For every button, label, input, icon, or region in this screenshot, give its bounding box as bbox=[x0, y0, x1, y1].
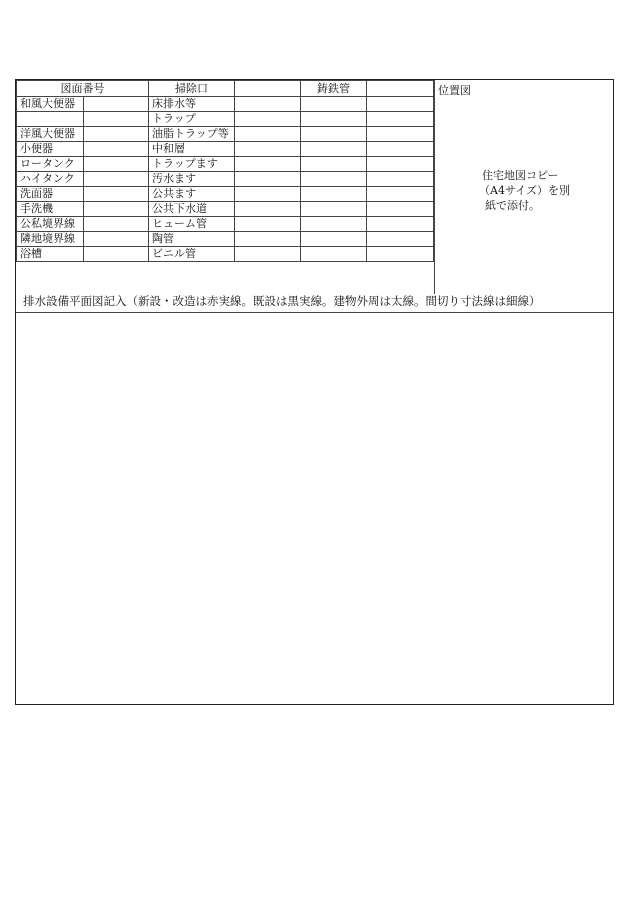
location-map-title: 位置図 bbox=[438, 84, 471, 97]
legend-cell bbox=[367, 217, 434, 232]
legend-cell: 洋風大便器 bbox=[17, 127, 84, 142]
legend-cell: ロータンク bbox=[17, 157, 84, 172]
legend-cell bbox=[235, 232, 301, 247]
legend-cell bbox=[235, 157, 301, 172]
legend-row bbox=[17, 217, 434, 232]
legend-cell bbox=[367, 97, 434, 112]
legend-cell bbox=[235, 202, 301, 217]
legend-cell bbox=[367, 247, 434, 262]
legend-cell: 洗面器 bbox=[17, 187, 84, 202]
legend-cell: 隣地境界線 bbox=[17, 232, 84, 247]
legend-cell: トラップます bbox=[149, 157, 235, 172]
legend-cell bbox=[84, 172, 149, 187]
legend-cell: ハイタンク bbox=[17, 172, 84, 187]
legend-cell bbox=[84, 187, 149, 202]
legend-cell bbox=[301, 112, 367, 127]
legend-row bbox=[17, 247, 434, 262]
header-blank-2 bbox=[367, 81, 434, 97]
legend-cell bbox=[367, 127, 434, 142]
legend-cell bbox=[301, 187, 367, 202]
legend-cell bbox=[235, 187, 301, 202]
legend-cell bbox=[367, 202, 434, 217]
legend-cell bbox=[84, 232, 149, 247]
legend-cell bbox=[301, 217, 367, 232]
legend-cell bbox=[301, 247, 367, 262]
legend-cell bbox=[235, 112, 301, 127]
legend-cell: 陶管 bbox=[149, 232, 235, 247]
legend-cell bbox=[235, 97, 301, 112]
legend-cell bbox=[301, 232, 367, 247]
legend-cell: ビニル管 bbox=[149, 247, 235, 262]
legend-cell bbox=[301, 97, 367, 112]
legend-row bbox=[17, 172, 434, 187]
location-map-note bbox=[479, 168, 571, 213]
legend-cell bbox=[301, 157, 367, 172]
location-map-note-line3: 紙で添付。 bbox=[485, 199, 540, 212]
legend-cell: 中和層 bbox=[149, 142, 235, 157]
drainage-plan-drawing-area[interactable] bbox=[16, 313, 613, 704]
legend-cell: 和風大便器 bbox=[17, 97, 84, 112]
legend-row bbox=[17, 127, 434, 142]
legend-cell bbox=[367, 232, 434, 247]
location-map-note-line1: 住宅地図コピー bbox=[482, 169, 559, 182]
legend-cell bbox=[367, 112, 434, 127]
location-map-note-line2: （A4サイズ）を別 bbox=[479, 184, 571, 197]
legend-cell bbox=[84, 247, 149, 262]
legend-cell: 浴槽 bbox=[17, 247, 84, 262]
legend-cell: 公共ます bbox=[149, 187, 235, 202]
legend-cell: ヒューム管 bbox=[149, 217, 235, 232]
legend-cell bbox=[84, 157, 149, 172]
form-frame bbox=[15, 79, 614, 705]
legend-cell: 小便器 bbox=[17, 142, 84, 157]
header-drawing-number: 図面番号 bbox=[17, 81, 149, 97]
legend-row bbox=[17, 232, 434, 247]
legend-cell bbox=[301, 172, 367, 187]
legend-row bbox=[17, 97, 434, 112]
legend-row bbox=[17, 157, 434, 172]
legend-table bbox=[16, 80, 434, 262]
legend-cell bbox=[301, 202, 367, 217]
legend-cell bbox=[84, 127, 149, 142]
legend-cell bbox=[367, 142, 434, 157]
legend-cell: 公共下水道 bbox=[149, 202, 235, 217]
legend-row bbox=[17, 202, 434, 217]
legend-cell bbox=[235, 172, 301, 187]
legend-cell: 公私境界線 bbox=[17, 217, 84, 232]
legend-cell: 床排水等 bbox=[149, 97, 235, 112]
legend-cell bbox=[301, 142, 367, 157]
legend-cell bbox=[301, 127, 367, 142]
legend-cell bbox=[235, 247, 301, 262]
legend-cell bbox=[84, 142, 149, 157]
legend-row bbox=[17, 112, 434, 127]
location-map-divider bbox=[434, 80, 435, 294]
drainage-plan-instruction: 排水設備平面図記入（新設・改造は赤実線。既設は黒実線。建物外周は太線。間切り寸法線は細線） bbox=[23, 294, 541, 308]
legend-cell bbox=[84, 202, 149, 217]
header-cleanout: 掃除口 bbox=[149, 81, 235, 97]
legend-cell bbox=[367, 157, 434, 172]
legend-cell bbox=[84, 112, 149, 127]
legend-cell bbox=[367, 187, 434, 202]
header-cast-iron-pipe: 鋳鉄管 bbox=[301, 81, 367, 97]
legend-cell bbox=[235, 142, 301, 157]
legend-cell bbox=[235, 217, 301, 232]
legend-cell: トラップ bbox=[149, 112, 235, 127]
legend-cell bbox=[17, 112, 84, 127]
legend-cell: 油脂トラップ等 bbox=[149, 127, 235, 142]
legend-cell: 汚水ます bbox=[149, 172, 235, 187]
legend-cell: 手洗機 bbox=[17, 202, 84, 217]
legend-cell bbox=[84, 97, 149, 112]
header-blank-1 bbox=[235, 81, 301, 97]
legend-row bbox=[17, 142, 434, 157]
legend-cell bbox=[235, 127, 301, 142]
legend-cell bbox=[84, 217, 149, 232]
legend-header-row bbox=[17, 81, 434, 97]
legend-row bbox=[17, 187, 434, 202]
legend-cell bbox=[367, 172, 434, 187]
